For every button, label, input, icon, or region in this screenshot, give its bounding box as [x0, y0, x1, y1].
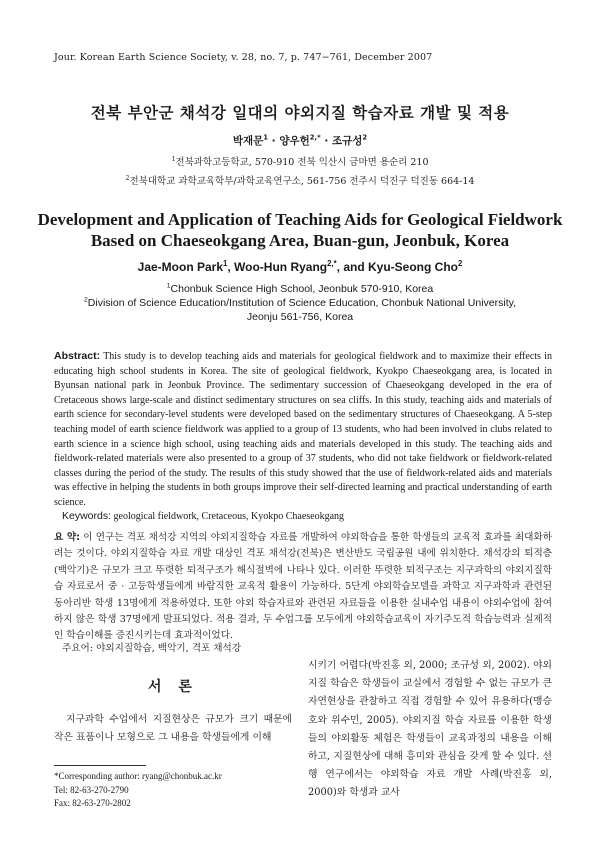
footnote-divider: [54, 765, 146, 766]
english-author-2-sup: 2,*: [327, 259, 337, 268]
korean-author-2: 양우헌: [279, 135, 310, 147]
english-affiliation-1: [0, 283, 600, 295]
affiliation-text: Chonbuk Science High School, Jeonbuk 570-910, Korea: [170, 283, 434, 295]
affiliation-text: 전북대학교 과학교육학부/과학교육연구소, 561-756 전주시 덕진구 덕진동 664-14: [129, 176, 475, 187]
korean-authors: [0, 133, 600, 148]
korean-keywords-label: 주요어:: [62, 643, 94, 654]
english-keywords: [62, 510, 344, 522]
affiliation-sup: 1: [166, 282, 171, 290]
author-separator: ·: [320, 135, 332, 147]
korean-author-1-sup: 1: [263, 133, 269, 142]
korean-affiliation-2: [0, 173, 600, 187]
korean-abstract: [54, 530, 552, 645]
korean-author-2-sup: 2,*: [309, 133, 321, 142]
keywords-text: geological fieldwork, Cretaceous, Kyokpo Chaeseokgang: [111, 511, 345, 522]
affiliation-text: 전북과학고등학교, 570-910 전북 익산시 금마면 용순리 210: [175, 157, 429, 168]
korean-author-3: 조규성: [331, 135, 363, 147]
english-author-1: Jae-Moon Park: [137, 260, 223, 274]
affiliation-sup: 2: [84, 296, 88, 304]
korean-abstract-label: 요 약:: [54, 532, 80, 543]
abstract-label: Abstract:: [54, 350, 101, 362]
section-heading-introduction: 서 론: [148, 679, 198, 695]
footnote-fax: Fax: 82-63-270-2802: [54, 798, 131, 808]
body-text-left-column: 지구과학 수업에서 지질현상은 규모가 크기 때문에 작은 표품이나 모형으로 그 내용을 학생들에게 이해: [54, 714, 292, 743]
english-affiliation-2-cont: Jeonju 561-756, Korea: [246, 311, 354, 323]
body-text-right-column: 시키기 어렵다(박진홍 외, 2000; 조규성 외, 2002). 야외지질 학습은 학생들이 교실에서 경험할 수 없는 규모가 큰 자연현상을 관찰하고 직접 경험할 수 있어 유용하다(맹승호와 위수민, 2005). 야외지질 학습 자료를 이용한 학생들의 야외활동 체험은 학생들이 교육과정의 내용을 이해하고, 지질현상에 대해 흥미와 관심을 갖게 할 수 있다. 선행 연구에서는 야외학습 자료 개발 사례(박진홍 외, 2000)와 학생과 교사: [308, 660, 552, 799]
affiliation-text: Division of Science Education/Institution of Science Education, Chonbuk National University,: [87, 297, 516, 309]
english-title-line-1: Development and Application of Teaching Aids for Geological Fieldwork: [37, 210, 563, 229]
korean-keywords: [62, 640, 241, 654]
english-author-3: , and Kyu-Seong Cho: [336, 260, 459, 274]
english-author-2: , Woo-Hun Ryang: [227, 260, 328, 274]
affiliation-sup: 1: [171, 155, 176, 163]
korean-author-1: 박재문: [232, 135, 264, 147]
abstract-text: This study is to develop teaching aids and materials for geological fieldwork and to maximize their effects in educating high school students in Korea. The site of geological fieldwork, Kyokpo Chaeseokgang area, is located in Byunsan national park in Jeonbuk Province. The sedimentary succession of Chaeseokgang developed in the era of Cretaceous shows large-scale and distinct sedimentary structures on sea cliffs. In this study, teaching aids and materials of earth science for secondary-level students were developed based on the sedimentary structures of Chaeseokgang. A 5-step teaching model of earth science fieldwork was applied to a group of 13 students, who had been involved in clubs related to earth science in a science high school, using teaching aids and materials developed in this study. The teaching aids and fieldwork-related materials were also presented to a group of 37 students, who did not take fieldwork or fieldwork-related classes during the period of the study. The results of this study showed that the use of fieldwork-related aids and materials was effective in helping the students in both groups improve their self-directed learning and practical understanding of earth science.: [54, 351, 552, 508]
english-author-1-sup: 1: [223, 259, 228, 268]
author-separator: ·: [268, 135, 280, 147]
korean-abstract-text: 이 연구는 격포 채석강 지역의 야외지질학습 자료를 개발하여 야외학습을 통한 학생들의 교육적 효과를 최대화하려는 것이다. 야외지질학습 자료 개발 대상인 격포 채석강(전북)은 변산반도 국립공원 내에 위치한다. 채석강의 퇴적층(백악기)은 규모가 크고 뚜렷한 퇴적구조가 해식절벽에 나타나 있다. 이러한 뚜렷한 퇴적구조는 지구과학의 야외지질학습 자료로서 중 · 고등학생들에게 바람직한 교육적 활용이 가능하다. 5단계 야외학습모델을 과학고 지구과학과 관련된 동아리반 학생 13명에게 적용하였다. 또한 야외 학습자료와 관련된 자료들을 이용한 실내수업 내용이 야외수업에 참여하지 않은 학생 37명에게 발표되었다. 적용 결과, 두 수업그룹 모두에게 야외학습교육이 자기주도적 학습능력과 실제적인 학습이해를 증진시키는데 효과적이었다.: [54, 532, 552, 642]
english-affiliation-2: [0, 297, 600, 309]
korean-author-3-sup: 2: [362, 133, 368, 142]
english-authors: [0, 260, 600, 274]
english-author-3-sup: 2: [458, 259, 463, 268]
korean-affiliation-1: [0, 154, 600, 168]
footnote-tel: Tel: 82-63-270-2790: [54, 784, 129, 795]
footnote-corresponding-author: *Corresponding author: ryang@chonbuk.ac.kr: [54, 771, 222, 781]
journal-citation: Jour. Korean Earth Science Society, v. 28, no. 7, p. 747−761, December 2007: [54, 52, 433, 63]
affiliation-sup: 2: [125, 174, 130, 182]
korean-keywords-text: 야외지질학습, 백악기, 격포 채석강: [93, 643, 242, 654]
footnotes: [54, 770, 222, 811]
keywords-label: Keywords:: [62, 510, 112, 522]
korean-title: 전북 부안군 채석강 일대의 야외지질 학습자료 개발 및 적용: [90, 104, 510, 122]
english-title-line-2: Based on Chaeseokgang Area, Buan-gun, Jeonbuk, Korea: [90, 231, 510, 250]
english-abstract: [54, 349, 552, 511]
